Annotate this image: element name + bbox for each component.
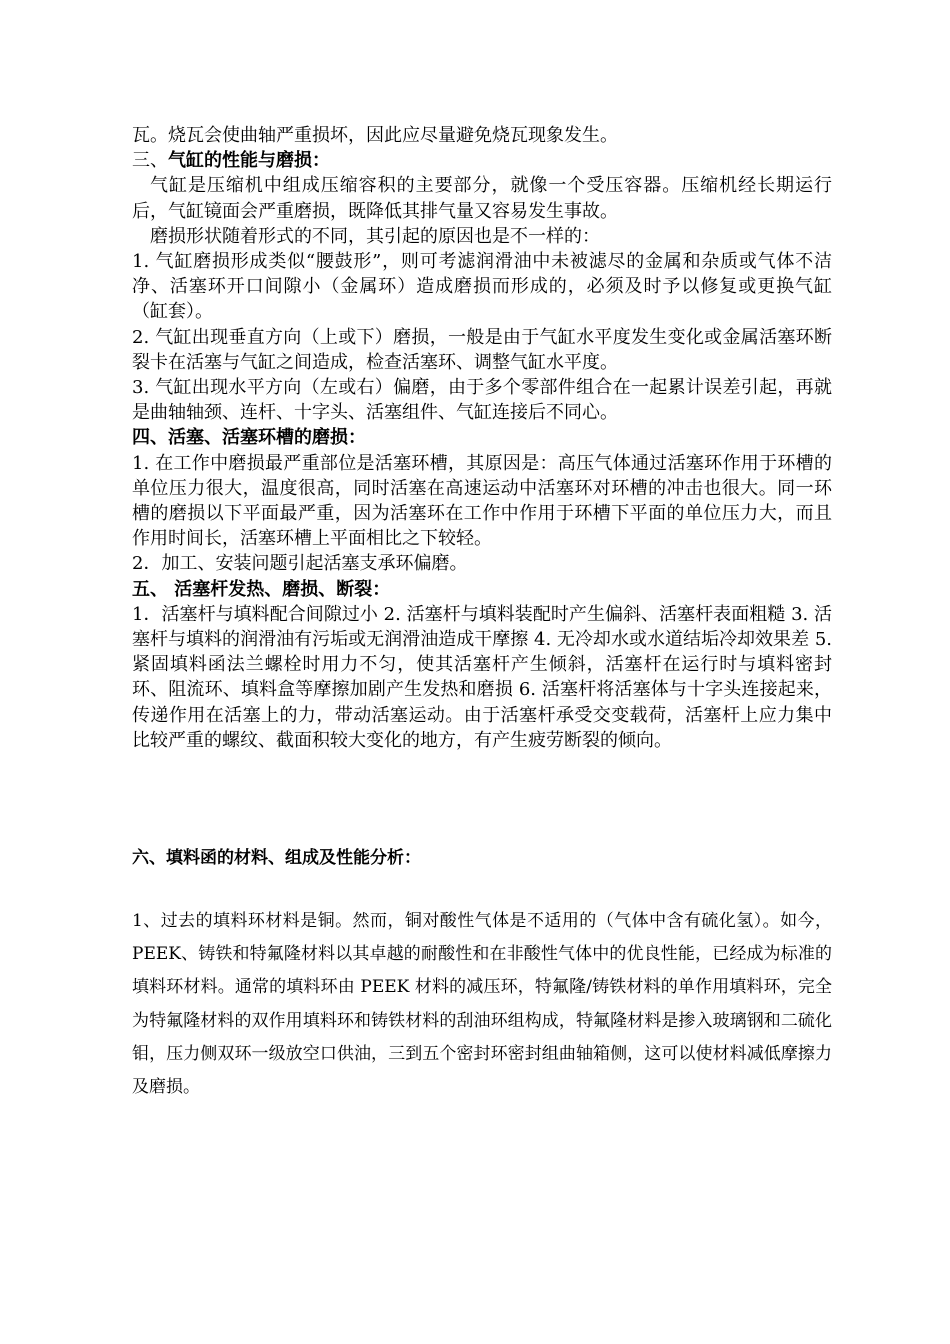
paragraph-piston-rod: 1．活塞杆与填料配合间隙过小 2. 活塞杆与填料装配时产生偏斜、活塞杆表面粗糙 3. 活塞杆与填料的润滑油有污垢或无润滑油造成干摩擦 4. 无冷却水或水道结垢冷却效果差 5. 紧固填料函法兰螺栓时用力不匀，使其活塞杆产生倾斜，活塞杆在运行时与填料密封环、阻流环、填料盒等摩擦加剧产生发热和磨损 6. 活塞杆将活塞体与十字头连接起来，传递作用在活塞上的力，带动活塞运动。由于活塞杆承受交变载荷，活塞杆上应力集中比较严重的螺纹、截面积较大变化的地方，有产生疲劳断裂的倾向。 <box>132 603 832 751</box>
section-heading-3-title: 气缸的性能与磨损： <box>168 150 330 172</box>
section-heading-3-prefix: 三、 <box>132 150 168 172</box>
section-heading-6: 六、填料函的材料、组成及性能分析： <box>132 848 421 868</box>
section-heading-4: 四、活塞、活塞环槽的磨损： <box>132 427 366 449</box>
list-item-cylinder-2: 2. 气缸出现垂直方向（上或下）磨损，一般是由于气缸水平度发生变化或金属活塞环断裂卡在活塞与气缸之间造成，检查活塞环、调整气缸水平度。 <box>132 326 832 373</box>
paragraph-continuation: 瓦。烧瓦会使曲轴严重损坏，因此应尽量避免烧瓦现象发生。 <box>132 125 618 146</box>
document-body-dense <box>132 123 832 753</box>
paragraph-cylinder-intro: 气缸是压缩机中组成压缩容积的主要部分，就像一个受压容器。压缩机经长期运行后，气缸镜面会严重磨损，既降低其排气量又容易发生事故。 <box>132 175 832 222</box>
list-item-cylinder-1: 1. 气缸磨损形成类似“腰鼓形”，则可考滤润滑油中未被滤尽的金属和杂质或气体不洁净、活塞环开口间隙小（金属环）造成磨损而形成的，必须及时予以修复或更换气缸（缸套）。 <box>132 251 832 323</box>
section-heading-5: 五、 活塞杆发热、磨损、断裂： <box>132 578 391 600</box>
list-item-piston-1: 1. 在工作中磨损最严重部位是活塞环槽，其原因是：高压气体通过活塞环作用于环槽的单位压力很大，温度很高，同时活塞在高速运动中活塞环对环槽的冲击也很大。同一环槽的磨损以下平面最严重，因为活塞环在工作中作用于环槽下平面的单位压力大，而且作用时间长，活塞环槽上平面相比之下较轻。 <box>132 452 832 550</box>
paragraph-wear-shape: 磨损形状随着形式的不同，其引起的原因也是不一样的： <box>150 225 600 247</box>
paragraph-packing-material: 1、过去的填料环材料是铜。然而，铜对酸性气体是不适用的（气体中含有硫化氢）。如今，PEEK、铸铁和特氟隆材料以其卓越的耐酸性和在非酸性气体中的优良性能，已经成为标准的填料环材料。通常的填料环由 PEEK 材料的减压环，特氟隆/铸铁材料的单作用填料环，完全为特氟隆材料的双作用填料环和铸铁材料的刮油环组构成，特氟隆材料是掺入玻璃钢和二硫化钼，压力侧双环一级放空口供油，三到五个密封环密封组曲轴箱侧，这可以使材料减低摩擦力及磨损。 <box>132 911 832 1098</box>
list-item-cylinder-3: 3. 气缸出现水平方向（左或右）偏磨，由于多个零部件组合在一起累计误差引起，再就是曲轴轴颈、连杆、十字头、活塞组件、气缸连接后不同心。 <box>132 377 832 424</box>
section-heading-3 <box>132 148 832 173</box>
list-item-piston-2: 2．加工、安装问题引起活塞支承环偏磨。 <box>132 553 468 575</box>
